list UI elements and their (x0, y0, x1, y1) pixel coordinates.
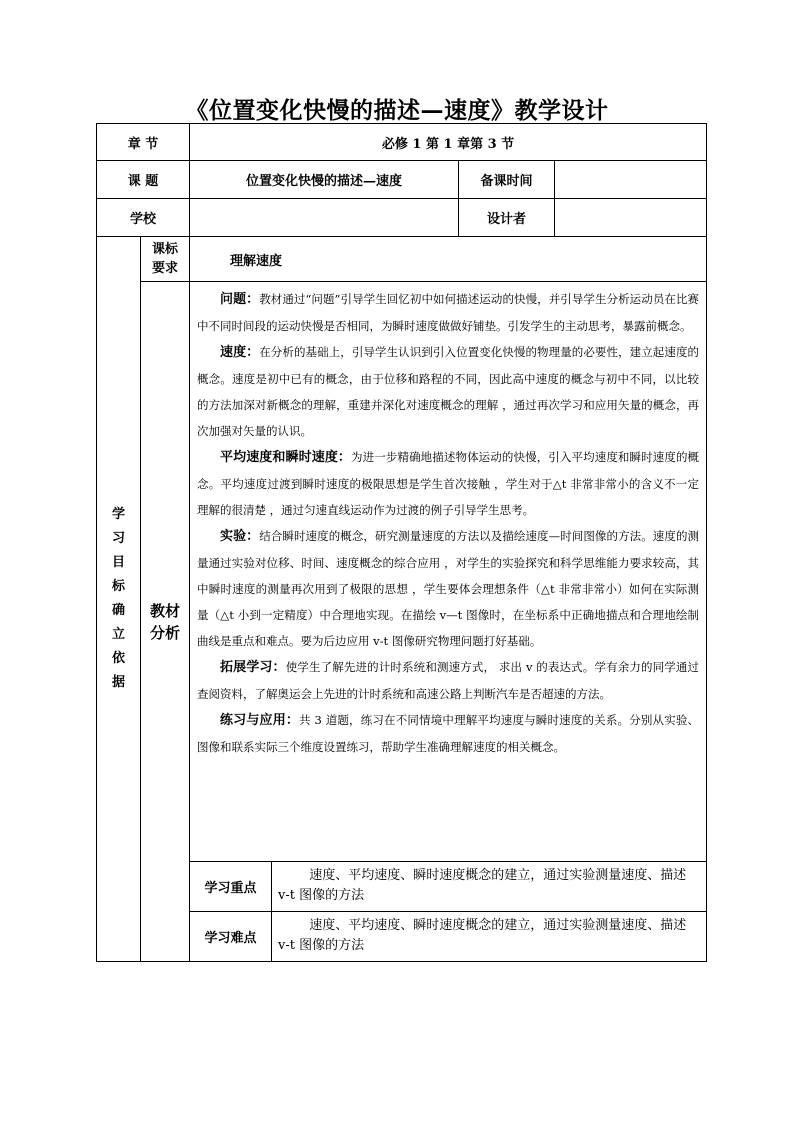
section-label-char: 学 (111, 507, 125, 522)
chapter-row (97, 124, 707, 161)
section-label-char: 标 (111, 579, 125, 594)
standard-label-line: 课标 (151, 242, 178, 257)
analysis-paragraph (197, 523, 699, 654)
paragraph-body: 在分析的基础上，引导学生认识到引入位置变化快慢的物理量的必要性，建立起速度的概念。速度是初中已有的概念，由于位移和路程的不同，因此高中速度的概念与初中不同，以比较的方法加深对新概念的理解，重建并深化对速度概念的理解 ，通过再次学习和应用矢量的概念，再次加强对矢量的认识。 (197, 345, 700, 438)
standard-label-line: 要求 (151, 261, 178, 276)
section-label-char: 确 (111, 603, 125, 618)
paragraph-heading: 拓展学习： (220, 660, 286, 675)
key-point-label: 学习重点 (190, 862, 272, 912)
analysis-paragraph (197, 654, 699, 707)
standard-value: 理解速度 (190, 237, 707, 282)
chapter-value: 必修 1 第 1 章第 3 节 (190, 124, 707, 161)
section-label-char: 据 (111, 675, 125, 690)
paragraph-body: 使学生了解先进的计时系统和测速方式， 求出 v 的表达式。学有余力的同学通过查阅资料，了解奥运会上先进的计时系统和高速公路上判断汽车是否超速的方法。 (197, 660, 700, 701)
prep-time-label: 备课时间 (459, 161, 555, 199)
analysis-content (190, 282, 707, 862)
topic-row (97, 161, 707, 199)
school-value (190, 199, 459, 237)
standard-label (141, 237, 190, 282)
paragraph-body: 共 3 道题，练习在不同情境中理解平均速度与瞬时速度的关系。分别从实验、图像和联系实际三个维度设置练习，帮助学生准确理解速度的相关概念。 (197, 713, 700, 754)
analysis-label-line: 分析 (149, 623, 180, 642)
section-label-char: 依 (111, 651, 125, 666)
school-row (97, 199, 707, 237)
topic-label: 课 题 (97, 161, 190, 199)
section-label (97, 237, 141, 962)
analysis-paragraph (197, 286, 699, 339)
paragraph-heading: 实验： (220, 529, 260, 544)
paragraph-heading: 平均速度和瞬时速度： (220, 450, 352, 465)
analysis-paragraph (197, 707, 699, 760)
school-label: 学校 (97, 199, 190, 237)
topic-value: 位置变化快慢的描述—速度 (190, 161, 459, 199)
analysis-label (141, 282, 190, 962)
analysis-paragraph (197, 444, 699, 523)
designer-value (555, 199, 707, 237)
paragraph-body: 结合瞬时速度的概念，研究测量速度的方法以及描绘速度—时间图像的方法。速度的测量通过实验对位移、时间、速度概念的综合应用 ，对学生的实验探究和科学思维能力要求较高，其中瞬时速度的测量再次用到了极限的思想 ，学生要体会理想条件（△t 非常非常小）如何在实际测量（△t 小到一定精度）中合理地实现。在描绘 v—t 图像时，在坐标系中正确地描点和合理地绘制曲线是重点和难点。要为后边应用 v-t 图像研究物理问题打好基础。 (197, 529, 700, 648)
designer-label: 设计者 (459, 199, 555, 237)
paragraph-heading: 问题： (220, 292, 260, 307)
difficulty-label: 学习难点 (190, 912, 272, 962)
key-point-value: 速度、平均速度、瞬时速度概念的建立，通过实验测量速度、描述 v-t 图像的方法 (272, 862, 707, 912)
standard-row (97, 237, 707, 282)
document-title: 《位置变化快慢的描述—速度》教学设计 (185, 97, 609, 124)
analysis-paragraph (197, 339, 699, 444)
analysis-label-line: 教材 (149, 601, 180, 620)
difficulty-value: 速度、平均速度、瞬时速度概念的建立，通过实验测量速度、描述 v-t 图像的方法 (272, 912, 707, 962)
paragraph-body: 为进一步精确地描述物体运动的快慢，引入平均速度和瞬时速度的概念。平均速度过渡到瞬时速度的极限思想是学生首次接触 ，学生对于△t 非常非常小的含义不一定理解的很清楚 ，通过匀速直线运动作为过渡的例子引导学生思考。 (197, 450, 700, 517)
section-label-char: 习 (111, 531, 125, 546)
chapter-label: 章 节 (97, 124, 190, 161)
paragraph-body: 教材通过“问题”引导学生回忆初中如何描述运动的快慢，并引导学生分析运动员在比赛中不同时间段的运动快慢是否相同，为瞬时速度做做好铺垫。引发学生的主动思考，暴露前概念。 (197, 292, 700, 333)
analysis-row (97, 282, 707, 862)
paragraph-heading: 速度： (220, 345, 260, 360)
lesson-plan-table (96, 123, 707, 962)
section-label-char: 目 (111, 555, 125, 570)
section-label-char: 立 (111, 627, 125, 642)
prep-time-value (555, 161, 707, 199)
paragraph-heading: 练习与应用： (220, 713, 300, 728)
